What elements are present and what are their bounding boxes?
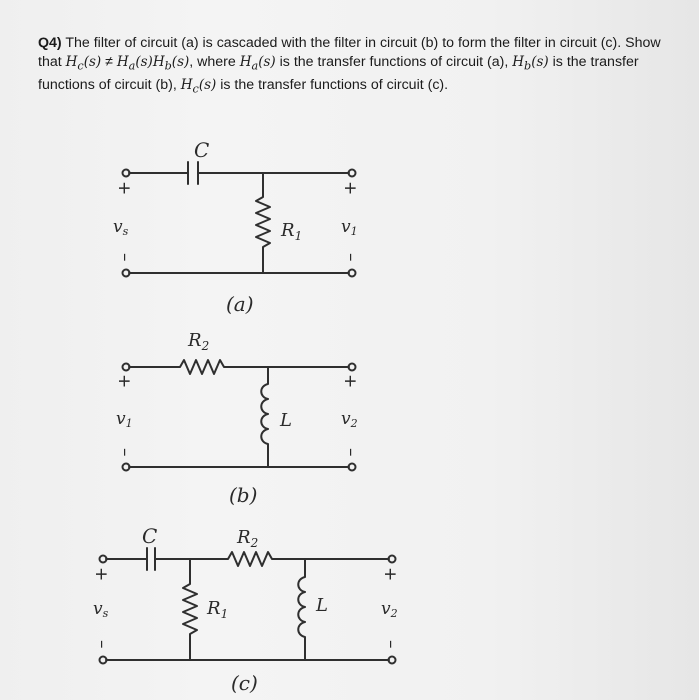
polarity-b-out-minus: –	[341, 448, 361, 457]
caption-c: (c)	[231, 671, 258, 695]
math-ha-hb: $H_a(s)H_b(s)$	[116, 54, 190, 73]
polarity-c-in-minus: –	[92, 640, 112, 649]
resistor-r1-c	[183, 559, 197, 660]
label-vs-c: vs	[93, 599, 109, 620]
resistor-r1-a	[256, 173, 270, 273]
math-hc: $H_c(s)$	[65, 54, 102, 73]
label-v2-b: v2	[341, 409, 358, 430]
label-r1-a: $R_1$	[281, 220, 303, 243]
capacitor-c-plates	[147, 548, 155, 570]
polarity-b-in-plus: +	[114, 374, 134, 389]
circuit-b	[123, 360, 356, 471]
caption-a: (a)	[226, 292, 254, 316]
polarity-b-in-minus: –	[115, 448, 135, 457]
label-inductor-b: L	[280, 410, 292, 431]
polarity-c-in-plus: +	[91, 567, 111, 582]
label-inductor-c: L	[316, 595, 328, 616]
label-capacitor-a: C	[194, 138, 210, 162]
polarity-c-out-minus: –	[381, 640, 401, 649]
inductor-l-c	[298, 559, 305, 660]
label-r1-c: $R_1$	[207, 598, 229, 621]
label-v1-b: v1	[116, 409, 133, 430]
polarity-a-out-plus: +	[340, 181, 360, 196]
question-text: Q4) The filter of circuit (a) is cascaded with the filter in circuit (b) to form the filter in circuit (c). Show that $H_c(s) \ne H_a(s)H_b(s)$, where $H_a(s)$ is the transfer functions of circuit (a), $H_b(s)$ is the transfer functions of circuit (b), $H_c(s)$ is the transfer functions of circuit (c).	[38, 35, 661, 96]
label-capacitor-c: C	[142, 524, 158, 548]
inductor-l-b	[261, 367, 268, 467]
circuit-a	[123, 162, 356, 277]
circuit-c	[100, 548, 396, 664]
caption-b: (b)	[229, 483, 258, 507]
math-hb: $H_b(s)$	[512, 54, 549, 73]
label-v2-c: v2	[381, 599, 398, 620]
polarity-a-in-plus: +	[114, 181, 134, 196]
math-hc-2: $H_c(s)$	[180, 76, 217, 96]
question-number: Q4)	[38, 35, 62, 51]
polarity-c-out-plus: +	[380, 567, 400, 582]
label-vs-a: vs	[113, 217, 129, 238]
math-ha: $H_a(s)$	[239, 54, 276, 73]
polarity-a-in-minus: –	[115, 253, 135, 262]
polarity-a-out-minus: –	[341, 253, 361, 262]
label-v1-a: v1	[341, 217, 358, 238]
label-r2-c: $R_2$	[237, 527, 259, 550]
not-equal-sign: ≠	[101, 54, 117, 70]
resistor-r2-b	[129, 360, 349, 374]
question-intro: The filter of circuit (a) is cascaded with the filter in circuit (b) to form the filter in circuit (c). Show that	[38, 35, 661, 70]
capacitor-a-plates	[188, 162, 198, 184]
polarity-b-out-plus: +	[340, 374, 360, 389]
label-r2-b: $R_2$	[188, 330, 210, 353]
